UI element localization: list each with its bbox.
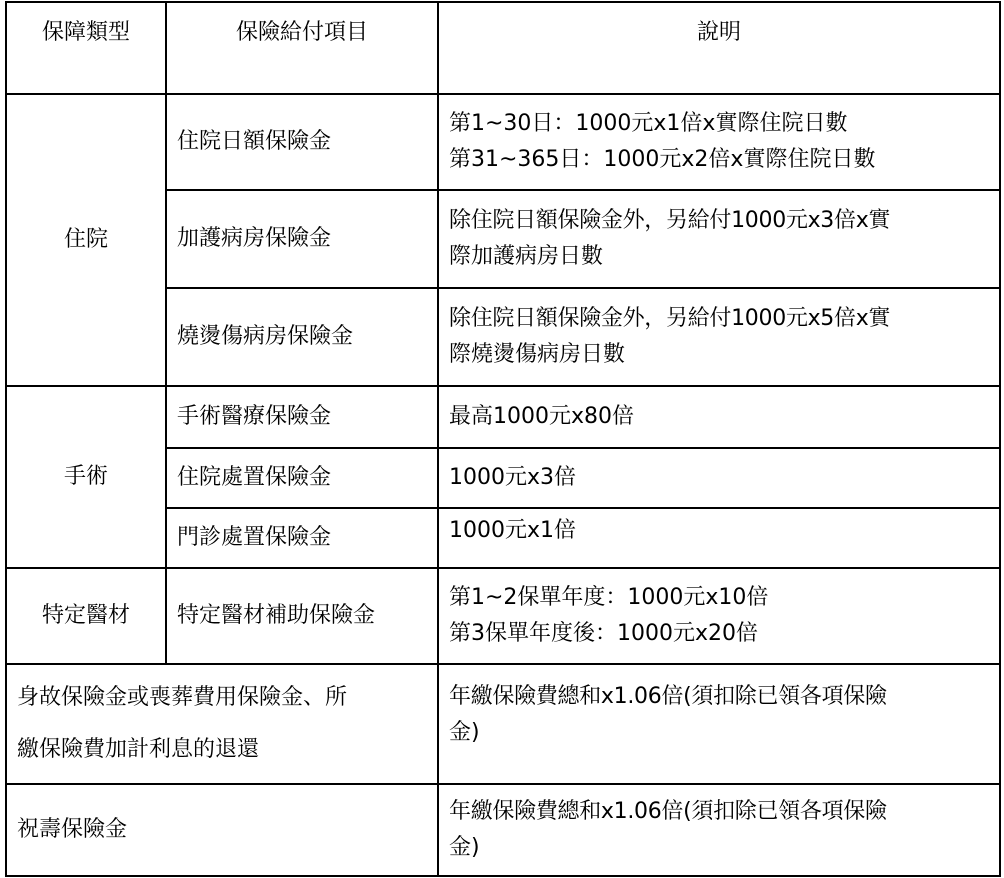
header-row xyxy=(6,2,1000,94)
desc-line: 年繳保險費總和x1.06倍(須扣除已領各項保險 xyxy=(449,799,887,824)
desc-burn xyxy=(438,288,1000,386)
item-surgery-inpatient: 住院處置保險金 xyxy=(166,448,438,508)
category-surgery: 手術 xyxy=(6,386,166,568)
label-death xyxy=(6,664,438,784)
death-label-line: 身故保險金或喪葬費用保險金、所 xyxy=(17,685,348,710)
item-burn: 燒燙傷病房保險金 xyxy=(166,288,438,386)
desc-line: 第3保單年度後：1000元x20倍 xyxy=(449,621,758,646)
row-material xyxy=(6,568,1000,664)
death-label-line: 繳保險費加計利息的退還 xyxy=(17,737,260,762)
desc-material xyxy=(438,568,1000,664)
header-category: 保障類型 xyxy=(6,2,166,94)
item-surgery-outpatient: 門診處置保險金 xyxy=(166,508,438,568)
desc-line: 第1~30日：1000元x1倍x實際住院日數 xyxy=(449,111,848,136)
desc-longevity xyxy=(438,784,1000,876)
item-material: 特定醫材補助保險金 xyxy=(166,568,438,664)
desc-hospital-daily xyxy=(438,94,1000,190)
header-item: 保險給付項目 xyxy=(166,2,438,94)
desc-surgery-outpatient: 1000元x1倍 xyxy=(438,508,1000,568)
desc-icu xyxy=(438,190,1000,288)
item-surgery-medical: 手術醫療保險金 xyxy=(166,386,438,448)
desc-surgery-inpatient: 1000元x3倍 xyxy=(438,448,1000,508)
desc-line: 際燒燙傷病房日數 xyxy=(449,342,626,367)
desc-line: 除住院日額保險金外，另給付1000元x5倍x實 xyxy=(449,306,891,331)
desc-line: 年繳保險費總和x1.06倍(須扣除已領各項保險 xyxy=(449,684,887,709)
category-hospital: 住院 xyxy=(6,94,166,386)
category-material: 特定醫材 xyxy=(6,568,166,664)
item-hospital-daily: 住院日額保險金 xyxy=(166,94,438,190)
label-longevity: 祝壽保險金 xyxy=(6,784,438,876)
row-surgery-medical xyxy=(6,386,1000,448)
header-description: 說明 xyxy=(438,2,1000,94)
desc-line: 除住院日額保險金外，另給付1000元x3倍x實 xyxy=(449,208,891,233)
desc-line: 際加護病房日數 xyxy=(449,244,604,269)
desc-line: 第31~365日：1000元x2倍x實際住院日數 xyxy=(449,147,876,172)
desc-death xyxy=(438,664,1000,784)
row-hospital-daily xyxy=(6,94,1000,190)
item-icu: 加護病房保險金 xyxy=(166,190,438,288)
row-longevity xyxy=(6,784,1000,876)
benefits-table xyxy=(5,1,1001,877)
row-death xyxy=(6,664,1000,784)
desc-line: 第1~2保單年度：1000元x10倍 xyxy=(449,585,769,610)
desc-line: 金) xyxy=(449,835,480,860)
desc-line: 金) xyxy=(449,720,480,745)
desc-surgery-medical: 最高1000元x80倍 xyxy=(438,386,1000,448)
